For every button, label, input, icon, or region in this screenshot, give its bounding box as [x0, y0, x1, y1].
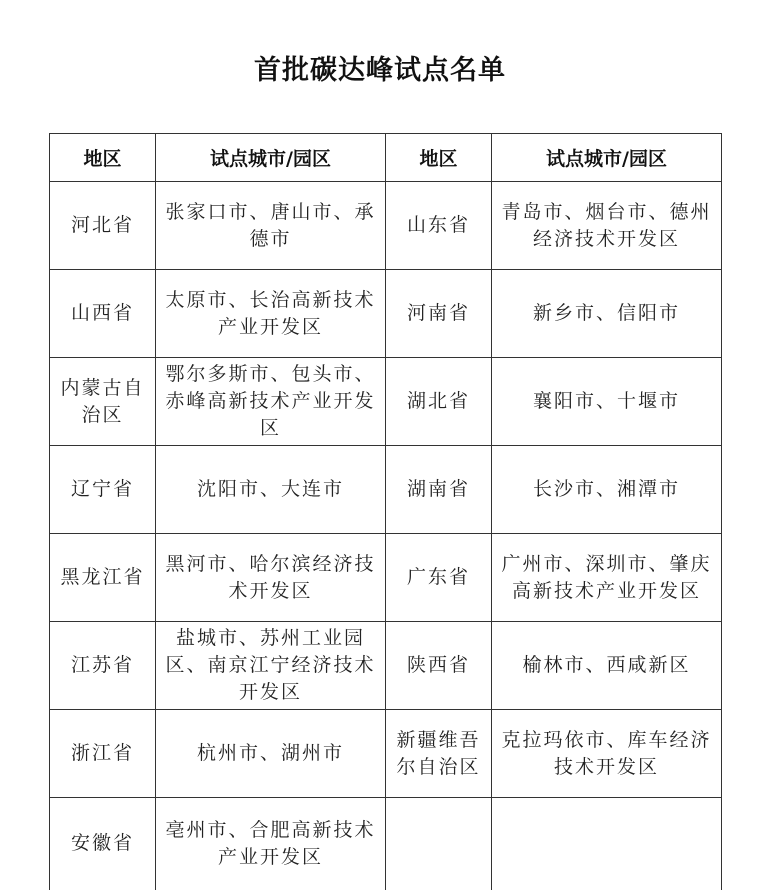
pilot-cell: 榆林市、西咸新区 [492, 622, 722, 710]
table-header-row [50, 134, 722, 182]
region-cell: 内蒙古自治区 [50, 358, 156, 446]
region-cell: 广东省 [386, 534, 492, 622]
header-region: 地区 [386, 134, 492, 182]
region-cell: 浙江省 [50, 710, 156, 798]
region-cell: 江苏省 [50, 622, 156, 710]
table-row [50, 358, 722, 446]
region-cell: 新疆维吾尔自治区 [386, 710, 492, 798]
header-pilot: 试点城市/园区 [492, 134, 722, 182]
pilot-cell: 杭州市、湖州市 [156, 710, 386, 798]
region-cell: 黑龙江省 [50, 534, 156, 622]
pilot-cell: 沈阳市、大连市 [156, 446, 386, 534]
pilot-cell: 襄阳市、十堰市 [492, 358, 722, 446]
pilot-cell: 新乡市、信阳市 [492, 270, 722, 358]
pilot-list-table [49, 133, 722, 890]
pilot-cell: 盐城市、苏州工业园区、南京江宁经济技术开发区 [156, 622, 386, 710]
region-cell: 湖北省 [386, 358, 492, 446]
pilot-cell: 广州市、深圳市、肇庆高新技术产业开发区 [492, 534, 722, 622]
header-region: 地区 [50, 134, 156, 182]
region-cell: 山东省 [386, 182, 492, 270]
pilot-cell: 长沙市、湘潭市 [492, 446, 722, 534]
table-row [50, 182, 722, 270]
pilot-cell: 亳州市、合肥高新技术产业开发区 [156, 798, 386, 890]
pilot-cell: 黑河市、哈尔滨经济技术开发区 [156, 534, 386, 622]
region-cell: 河北省 [50, 182, 156, 270]
region-cell: 安徽省 [50, 798, 156, 890]
pilot-cell: 克拉玛依市、库车经济技术开发区 [492, 710, 722, 798]
region-cell: 陕西省 [386, 622, 492, 710]
header-pilot: 试点城市/园区 [156, 134, 386, 182]
table-row [50, 622, 722, 710]
pilot-cell: 青岛市、烟台市、德州经济技术开发区 [492, 182, 722, 270]
region-cell: 山西省 [50, 270, 156, 358]
region-cell: 河南省 [386, 270, 492, 358]
pilot-cell: 鄂尔多斯市、包头市、赤峰高新技术产业开发区 [156, 358, 386, 446]
table-row [50, 446, 722, 534]
table-row [50, 710, 722, 798]
pilot-cell: 张家口市、唐山市、承德市 [156, 182, 386, 270]
table-row [50, 534, 722, 622]
document-title: 首批碳达峰试点名单 [254, 55, 506, 86]
table-row [50, 270, 722, 358]
region-cell: 湖南省 [386, 446, 492, 534]
region-cell: 辽宁省 [50, 446, 156, 534]
pilot-cell: 太原市、长治高新技术产业开发区 [156, 270, 386, 358]
